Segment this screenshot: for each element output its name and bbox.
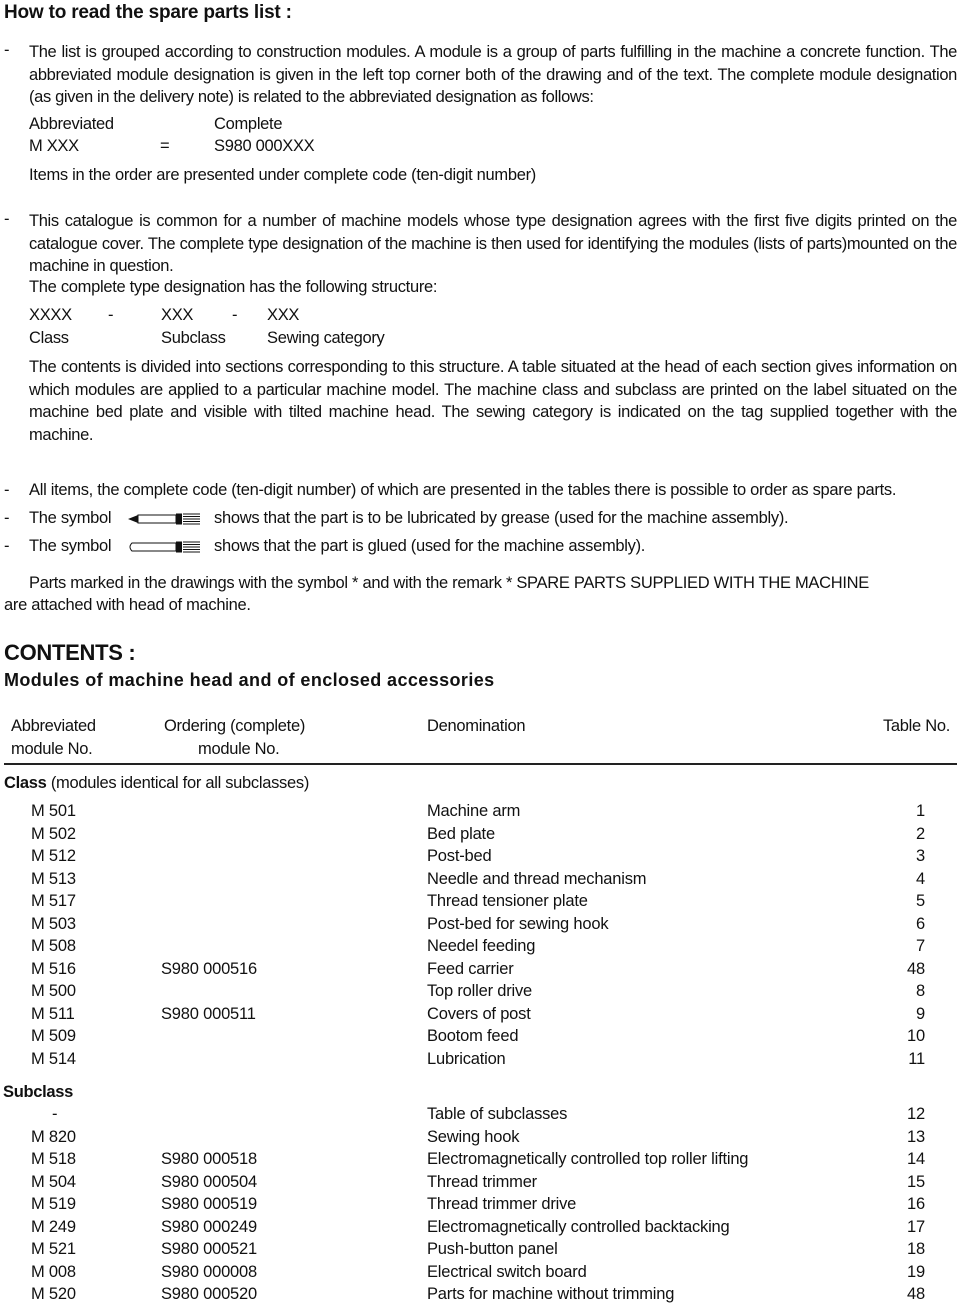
module-table-no: 9: [916, 1004, 925, 1023]
module-ordering-code: S980 000518: [161, 1150, 257, 1168]
module-denomination: Lubrication: [427, 1049, 506, 1068]
items-note: Items in the order are presented under complete code (ten-digit number): [29, 166, 536, 184]
parts-marked-line-2: are attached with head of machine.: [4, 596, 251, 614]
module-table-no: 12: [907, 1105, 925, 1123]
module-table-no: 4: [916, 869, 925, 888]
catalogue-explanation: This catalogue is common for a number of machine models whose type designation agrees with the first five digits printed on the catalogue cover. The complete type designation of the machine is then used for identifying the modules (lists of parts)mounted on the machine in question.: [29, 212, 957, 275]
structure-category-code: XXX: [267, 306, 300, 324]
abbrev-header: Abbreviated: [29, 115, 114, 133]
bullet-dash: -: [4, 210, 10, 228]
module-table-no: 5: [916, 892, 925, 910]
structure-separator: -: [108, 306, 114, 324]
module-table-no: 3: [916, 847, 925, 865]
module-abbrev: M 512: [31, 847, 76, 865]
symbol-label: The symbol: [29, 509, 112, 527]
bullet-dash: -: [4, 509, 10, 527]
module-table-no: 13: [907, 1127, 925, 1146]
module-explanation: The list is grouped according to construction modules. A module is a group of parts fulfilling in the machine a concrete function. The abbreviated module designation is given in the left top corner both of the drawing and of the text. The complete module designation (as given in the delivery note) is related to the abbreviated designation as follows:: [29, 43, 957, 106]
page-heading: How to read the spare parts list :: [4, 2, 292, 23]
module-denomination: Post-bed: [427, 847, 492, 865]
module-table-no: 19: [907, 1262, 925, 1281]
module-denomination: Parts for machine without trimming: [427, 1285, 675, 1303]
module-ordering-code: S980 000519: [161, 1195, 257, 1213]
bullet-dash: -: [4, 41, 10, 59]
module-abbrev: M 501: [31, 802, 76, 820]
module-ordering-code: S980 000008: [161, 1262, 257, 1281]
structure-category-label: Sewing category: [267, 329, 385, 347]
module-abbrev: M 820: [31, 1127, 76, 1146]
structure-subclass-label: Subclass: [161, 329, 226, 347]
class-heading-rest: (modules identical for all subclasses): [46, 774, 310, 792]
class-heading-bold: Class: [4, 774, 47, 792]
module-abbrev: M 521: [31, 1240, 76, 1258]
module-abbrev: M 509: [31, 1027, 76, 1045]
structure-class-code: XXXX: [29, 306, 72, 324]
module-abbrev: M 249: [31, 1217, 76, 1236]
module-table-no: 48: [907, 1285, 925, 1303]
module-abbrev: M 503: [31, 914, 76, 933]
module-abbrev: M 504: [31, 1172, 76, 1191]
module-table-no: 15: [907, 1172, 925, 1191]
col-ordering-line2: module No.: [198, 740, 280, 758]
col-abbrev-line1: Abbreviated: [11, 717, 96, 735]
module-abbrev: M 520: [31, 1285, 76, 1303]
module-abbrev: M 500: [31, 982, 76, 1000]
order-note: All items, the complete code (ten-digit number) of which are presented in the tables there is possible to order as spare parts.: [29, 481, 897, 499]
complete-header: Complete: [214, 115, 283, 133]
header-divider: [4, 763, 957, 765]
glue-brush-icon: [128, 540, 202, 554]
module-ordering-code: S980 000520: [161, 1285, 257, 1303]
module-ordering-code: S980 000511: [161, 1004, 256, 1023]
bullet-dash: -: [4, 537, 10, 555]
module-denomination: Needle and thread mechanism: [427, 869, 647, 888]
module-denomination: Machine arm: [427, 802, 521, 820]
module-table-no: 48: [907, 959, 925, 978]
module-ordering-code: S980 000521: [161, 1240, 257, 1258]
module-table-no: 2: [916, 824, 925, 843]
module-abbrev: M 516: [31, 959, 76, 978]
module-denomination: Post-bed for sewing hook: [427, 914, 609, 933]
grease-description: shows that the part is to be lubricated by grease (used for the machine assembly).: [214, 509, 789, 527]
module-denomination: Electromagnetically controlled backtacking: [427, 1217, 730, 1236]
module-denomination: Thread trimmer drive: [427, 1195, 577, 1213]
contents-title: CONTENTS :: [4, 640, 136, 665]
module-table-no: 18: [907, 1240, 925, 1258]
structure-explanation: The contents is divided into sections corresponding to this structure. A table situated at the head of each section gives information on which modules are applied to a particular machine model. The machine class and subclass are printed on the label situated on the machine bed plate and visible with tilted machine head. The sewing category is indicated on the tag supplied together with the machine.: [29, 358, 957, 444]
module-ordering-code: S980 000504: [161, 1172, 257, 1191]
module-abbrev: M 008: [31, 1262, 76, 1281]
module-denomination: Needel feeding: [427, 937, 536, 955]
module-abbrev: M 508: [31, 937, 76, 955]
contents-subtitle: Modules of machine head and of enclosed accessories: [4, 670, 495, 690]
subclass-heading: Subclass: [3, 1083, 74, 1101]
module-table-no: 6: [916, 914, 925, 933]
module-table-no: 11: [908, 1049, 925, 1068]
module-denomination: Electromagnetically controlled top roller lifting: [427, 1150, 749, 1168]
module-denomination: Thread tensioner plate: [427, 892, 588, 910]
module-denomination: Sewing hook: [427, 1127, 520, 1146]
module-denomination: Table of subclasses: [427, 1105, 568, 1123]
module-table-no: 17: [907, 1217, 925, 1236]
abbrev-example: M XXX: [29, 137, 79, 155]
module-denomination: Covers of post: [427, 1004, 531, 1023]
module-table-no: 7: [916, 937, 925, 955]
structure-subclass-code: XXX: [161, 306, 194, 324]
symbol-label: The symbol: [29, 537, 112, 555]
module-denomination: Bootom feed: [427, 1027, 519, 1045]
module-ordering-code: S980 000249: [161, 1217, 257, 1236]
module-ordering-code: S980 000516: [161, 959, 257, 978]
module-denomination: Electrical switch board: [427, 1262, 587, 1281]
module-abbrev: -: [52, 1105, 58, 1123]
module-table-no: 14: [907, 1150, 925, 1168]
class-heading: [4, 774, 309, 793]
col-abbrev-line2: module No.: [11, 740, 93, 758]
module-denomination: Thread trimmer: [427, 1172, 537, 1191]
equals-sign: =: [160, 137, 170, 155]
module-abbrev: M 519: [31, 1195, 76, 1213]
structure-class-label: Class: [29, 329, 69, 347]
module-abbrev: M 517: [31, 892, 76, 910]
module-abbrev: M 511: [31, 1004, 75, 1023]
col-ordering-line1: Ordering (complete): [164, 717, 306, 735]
module-denomination: Top roller drive: [427, 982, 533, 1000]
module-abbrev: M 518: [31, 1150, 76, 1168]
parts-marked-line-1: Parts marked in the drawings with the symbol * and with the remark * SPARE PARTS SUPPLIED WITH THE MACHINE: [29, 574, 869, 592]
module-denomination: Push-button panel: [427, 1240, 558, 1258]
bullet-dash: -: [4, 481, 10, 499]
module-table-no: 10: [907, 1027, 925, 1045]
glue-description: shows that the part is glued (used for the machine assembly).: [214, 537, 646, 555]
module-denomination: Feed carrier: [427, 959, 514, 978]
module-abbrev: M 502: [31, 824, 76, 843]
complete-example: S980 000XXX: [214, 137, 315, 155]
module-table-no: 16: [907, 1195, 925, 1213]
structure-separator: -: [232, 306, 238, 324]
structure-intro: The complete type designation has the following structure:: [29, 278, 438, 296]
module-abbrev: M 514: [31, 1049, 76, 1068]
module-denomination: Bed plate: [427, 824, 495, 843]
module-table-no: 8: [916, 982, 925, 1000]
col-denomination: Denomination: [427, 717, 526, 735]
grease-brush-icon: [128, 512, 202, 526]
col-table-no: Table No.: [882, 717, 950, 735]
module-table-no: 1: [916, 802, 925, 820]
module-abbrev: M 513: [31, 869, 76, 888]
